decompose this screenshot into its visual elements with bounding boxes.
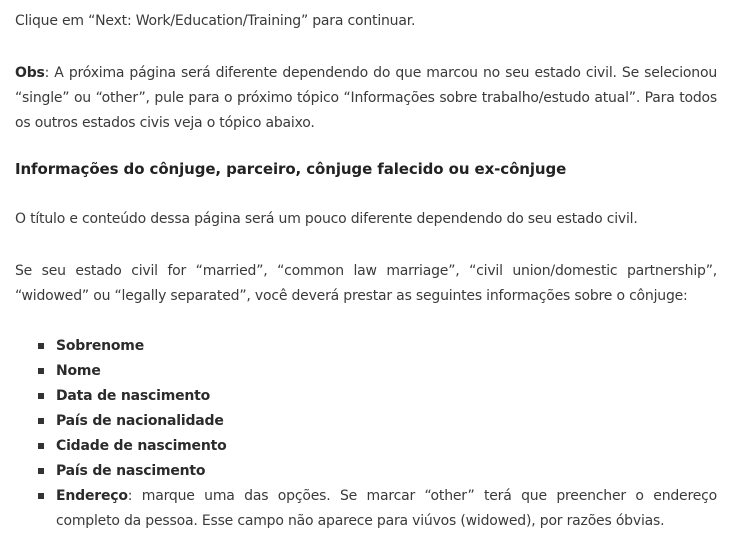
title-paragraph: O título e conteúdo dessa página será um pouco diferente dependendo do seu estado civil. bbox=[15, 211, 638, 227]
square-bullet-icon bbox=[38, 443, 44, 449]
square-bullet-icon bbox=[38, 493, 44, 499]
obs-paragraph bbox=[15, 61, 717, 136]
obs-text: : A próxima página será diferente dependendo do que marcou no seu estado civil. Se selecionou “single” ou “other”, pule para o próximo tópico “Informações sobre trabalho/estudo atual”. Para todos os outros estados civis veja o tópico abaixo. bbox=[15, 65, 717, 131]
address-text: : marque uma das opções. Se marcar “other” terá que preencher o endereço completo da pessoa. Esse campo não aparece para viúvos (widowed), por razões óbvias. bbox=[56, 488, 717, 529]
square-bullet-icon bbox=[38, 468, 44, 474]
list-item: Data de nascimento bbox=[38, 384, 717, 409]
list-item: País de nacionalidade bbox=[38, 409, 717, 434]
square-bullet-icon bbox=[38, 368, 44, 374]
address-label: Endereço bbox=[56, 488, 128, 504]
list-item: Nome bbox=[38, 359, 717, 384]
list-item: País de nascimento bbox=[38, 459, 717, 484]
list-item: Cidade de nascimento bbox=[38, 434, 717, 459]
obs-label: Obs bbox=[15, 65, 45, 81]
list-item-address bbox=[38, 484, 717, 534]
list-item: Sobrenome bbox=[38, 334, 717, 359]
intro-paragraph: Clique em “Next: Work/Education/Training” para continuar. bbox=[15, 13, 416, 29]
spouse-info-list bbox=[38, 334, 717, 534]
square-bullet-icon bbox=[38, 418, 44, 424]
square-bullet-icon bbox=[38, 343, 44, 349]
status-paragraph: Se seu estado civil for “married”, “common law marriage”, “civil union/domestic partnership”, “widowed” ou “legally separated”, você deverá prestar as seguintes informações sobre o cônjuge: bbox=[15, 263, 717, 304]
section-heading: Informações do cônjuge, parceiro, cônjuge falecido ou ex-cônjuge bbox=[15, 160, 567, 178]
square-bullet-icon bbox=[38, 393, 44, 399]
